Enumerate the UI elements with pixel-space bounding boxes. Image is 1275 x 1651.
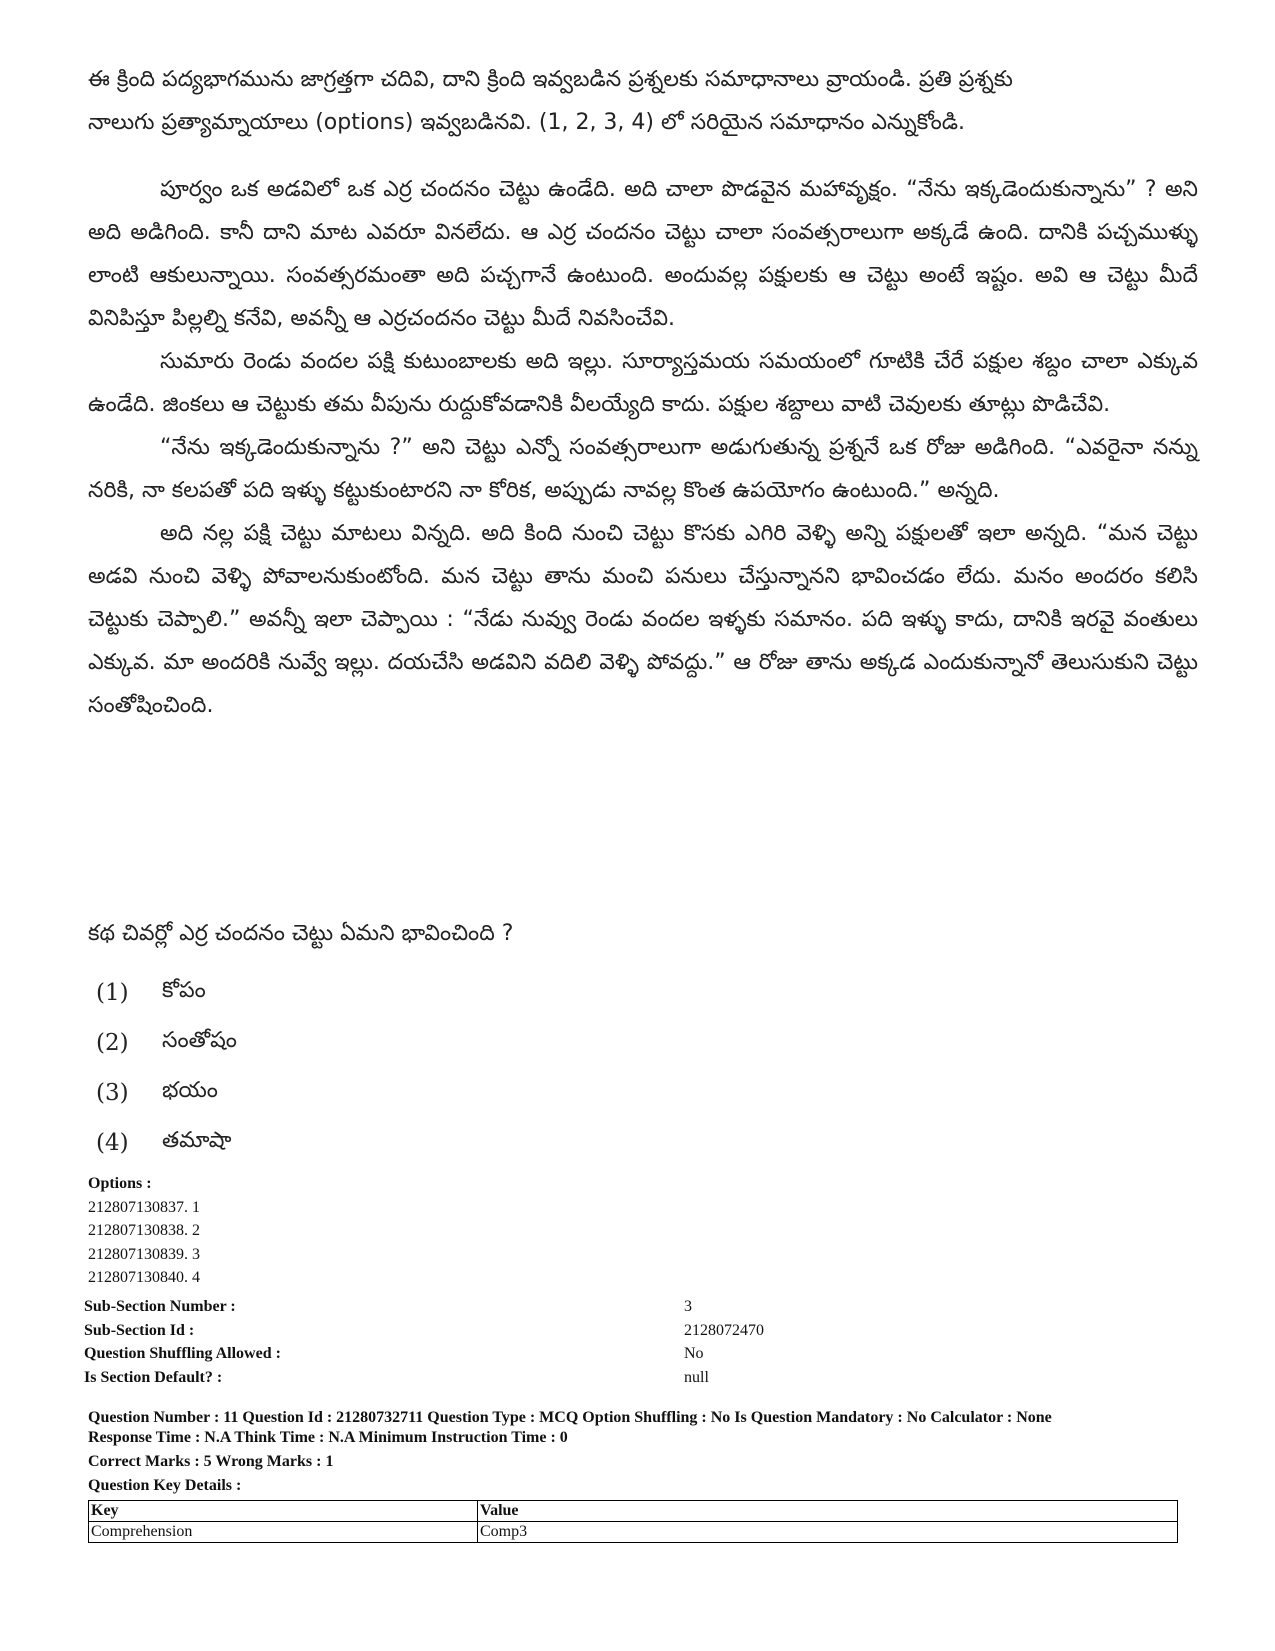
answer-choice[interactable] [96, 968, 237, 1018]
options-title: Options : [88, 1175, 152, 1192]
question-info-line: Question Number : 11 Question Id : 21280732711 Question Type : MCQ Option Shuffling : No Is Question Mandatory : No Calculator : None [88, 1409, 1052, 1426]
choice-number: (4) [96, 1130, 129, 1156]
option-id: 212807130837. 1 [88, 1198, 200, 1216]
subsection-details [84, 1295, 784, 1389]
instruction-line: నాలుగు ప్రత్యామ్నాయాలు (options) ఇవ్వబడినవి. (1, 2, 3, 4) లో సరియైన సమాధానం ఎన్నుకోండి. [88, 110, 966, 135]
table-row [89, 1522, 1178, 1543]
option-id: 212807130840. 4 [88, 1269, 200, 1286]
option-id: 212807130839. 3 [88, 1245, 200, 1263]
subsection-value: 3 [684, 1298, 692, 1315]
subsection-row [84, 1295, 784, 1319]
subsection-label: Question Shuffling Allowed : [84, 1345, 281, 1362]
answer-choice[interactable] [96, 1068, 237, 1118]
subsection-label: Sub-Section Id : [84, 1321, 195, 1339]
choice-text: భయం [162, 1078, 218, 1103]
choice-number: (2) [96, 1030, 129, 1056]
subsection-row [84, 1319, 784, 1343]
options-list [88, 1172, 200, 1290]
choice-number: (1) [96, 980, 129, 1006]
choice-text: కోపం [162, 978, 206, 1003]
passage-paragraph: పూర్వం ఒక అడవిలో ఒక ఎర్ర చందనం చెట్టు ఉండేది. అది చాలా పొడవైన మహావృక్షం. “నేను ఇక్కడెందుకున్నాను” ? అని అది అడిగింది. కానీ దాని మాట ఎవరూ వినలేదు. ఆ ఎర్ర చందనం చెట్టు చాలా సంవత్సరాలుగా అక్కడే ఉంది. దానికి పచ్చముళ్ళు లాంటి ఆకులున్నాయి. సంవత్సరమంతా అది పచ్చగానే ఉంటుంది. అందువల్ల పక్షులకు ఆ చెట్టు అంటే ఇష్టం. అవి ఆ చెట్టు మీదే వినిపిస్తూ పిల్లల్ని కనేవి, అవన్నీ ఆ ఎర్రచందనం చెట్టు మీదే నివసించేవి. [88, 177, 1198, 331]
table-header-cell: Value [478, 1501, 1178, 1522]
choice-text: సంతోషం [162, 1028, 237, 1053]
subsection-label: Sub-Section Number : [84, 1298, 236, 1315]
choice-number: (3) [96, 1080, 129, 1106]
passage-paragraph: సుమారు రెండు వందల పక్షి కుటుంబాలకు అది ఇల్లు. సూర్యాస్తమయ సమయంలో గూటికి చేరే పక్షుల శబ్దం చాలా ఎక్కువ ఉండేది. జింకలు ఆ చెట్టుకు తమ వీపును రుద్దుకోవడానికి వీలయ్యేది కాదు. పక్షుల శబ్దాలు వాటి చెవులకు తూట్లు పొడిచేవి. [88, 349, 1198, 417]
table-header-cell: Key [89, 1501, 478, 1522]
subsection-row [84, 1342, 784, 1366]
marks-line: Correct Marks : 5 Wrong Marks : 1 [88, 1453, 334, 1470]
table-header-row [89, 1501, 1178, 1522]
subsection-value: No [684, 1345, 704, 1362]
answer-choice[interactable] [96, 1118, 237, 1168]
subsection-row [84, 1366, 784, 1390]
choice-text: తమాషా [162, 1128, 232, 1153]
instruction-line: ఈ క్రింది పద్యభాగమును జాగ్రత్తగా చదివి, దాని క్రింది ఇవ్వబడిన ప్రశ్నలకు సమాధానాలు వ్రాయండి. ప్రతి ప్రశ్నకు [88, 67, 1013, 92]
instructions [88, 58, 1198, 144]
table-cell: Comprehension [89, 1522, 478, 1543]
question-text [88, 912, 1198, 955]
passage-paragraph: అది నల్ల పక్షి చెట్టు మాటలు విన్నది. అది కింది నుంచి చెట్టు కొసకు ఎగిరి వెళ్ళి అన్ని పక్షులతో ఇలా అన్నది. “మన చెట్టు అడవి నుంచి వెళ్ళి పోవాలనుకుంటోంది. మన చెట్టు తాను మంచి పనులు చేస్తున్నానని భావించడం లేదు. మనం అందరం కలిసి చెట్టుకు చెప్పాలి.” అవన్నీ ఇలా చెప్పాయి : “నేడు నువ్వు రెండు వందల ఇళ్ళకు సమానం. పది ఇళ్ళు కాదు, దానికి ఇరవై వంతులు ఎక్కువ. మా అందరికి నువ్వే ఇల్లు. దయచేసి అడవిని వదిలి వెళ్ళి పోవద్దు.” ఆ రోజు తాను అక్కడ ఎందుకున్నానో తెలుసుకుని చెట్టు సంతోషించింది. [88, 521, 1198, 718]
passage-paragraph: “నేను ఇక్కడెందుకున్నాను ?” అని చెట్టు ఎన్నో సంవత్సరాలుగా అడుగుతున్న ప్రశ్ననే ఒక రోజు అడిగింది. “ఎవరైనా నన్ను నరికి, నా కలపతో పది ఇళ్ళు కట్టుకుంటారని నా కోరిక, అప్పుడు నావల్ల కొంత ఉపయోగం ఉంటుంది.” అన్నది. [88, 435, 1198, 503]
subsection-value: 2128072470 [684, 1321, 764, 1339]
key-details-table [88, 1500, 1178, 1543]
subsection-value: null [684, 1368, 709, 1386]
key-details-heading: Question Key Details : [88, 1477, 242, 1494]
answer-choices [96, 968, 237, 1168]
subsection-label: Is Section Default? : [84, 1368, 223, 1386]
question-info [88, 1408, 1198, 1496]
question-info-line: Response Time : N.A Think Time : N.A Minimum Instruction Time : 0 [88, 1429, 568, 1446]
passage [88, 168, 1198, 727]
option-id: 212807130838. 2 [88, 1222, 200, 1239]
table-cell: Comp3 [478, 1522, 1178, 1543]
question-line: కథ చివర్లో ఎర్ర చందనం చెట్టు ఏమని భావించింది ? [88, 921, 514, 946]
answer-choice[interactable] [96, 1018, 237, 1068]
